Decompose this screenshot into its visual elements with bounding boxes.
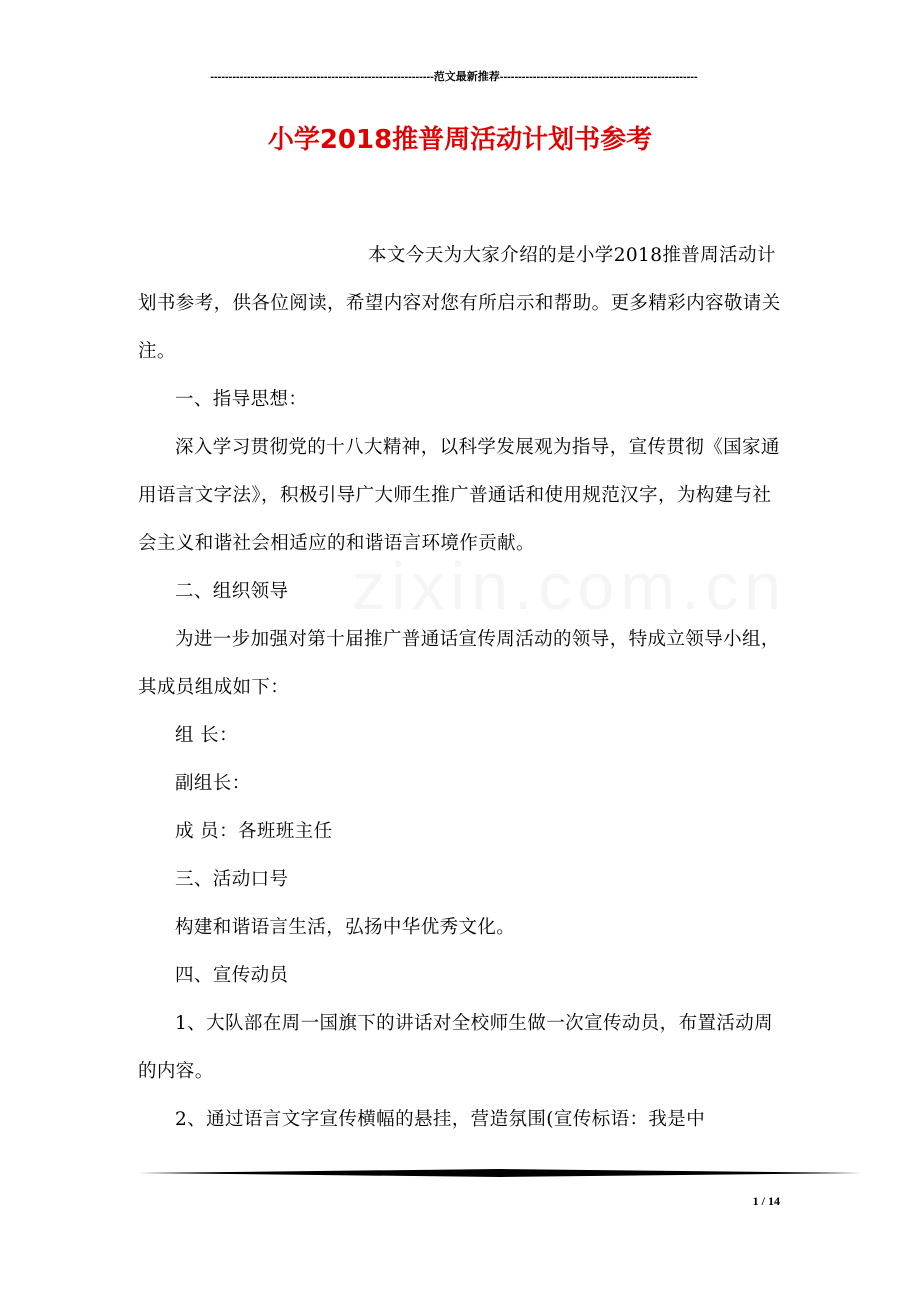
section-heading-slogan: 三、活动口号	[175, 869, 289, 890]
page-number: 1 / 14	[752, 1194, 780, 1208]
document-body	[138, 232, 784, 1144]
list-item: 2、通过语言文字宣传横幅的悬挂，营造氛围(宣传标语：我是中	[175, 1109, 706, 1130]
section-heading-organization: 二、组织领导	[175, 581, 289, 602]
team-leader-line: 组 长：	[175, 725, 238, 746]
slogan-text: 构建和谐语言生活，弘扬中华优秀文化。	[175, 917, 516, 938]
section-heading-guiding-thought: 一、指导思想：	[175, 389, 308, 410]
footer-divider	[138, 1168, 862, 1178]
section-heading-mobilization: 四、宣传动员	[175, 965, 289, 986]
intro-paragraph: 本文今天为大家介绍的是小学2018推普周活动计划书参考，供各位阅读，希望内容对您有所启示和帮助。更多精彩内容敬请关注。	[138, 245, 781, 362]
document-title: 小学2018推普周活动计划书参考	[267, 125, 653, 155]
body-paragraph: 深入学习贯彻党的十八大精神，以科学发展观为指导，宣传贯彻《国家通用语言文字法》，积极引导广大师生推广普通话和使用规范汉字，为构建与社会主义和谐社会相适应的和谐语言环境作贡献。	[138, 437, 780, 554]
vice-leader-line: 副组长：	[175, 773, 251, 794]
body-paragraph: 为进一步加强对第十届推广普通话宣传周活动的领导，特成立领导小组，其成员组成如下：	[138, 629, 780, 698]
members-line: 成 员：各班班主任	[175, 821, 333, 842]
header-rule-label: -------------------------------------------------------------范文最新推荐------------------------------------------------------	[210, 71, 698, 83]
list-item: 1、大队部在周一国旗下的讲话对全校师生做一次宣传动员，布置活动周的内容。	[138, 1013, 774, 1082]
